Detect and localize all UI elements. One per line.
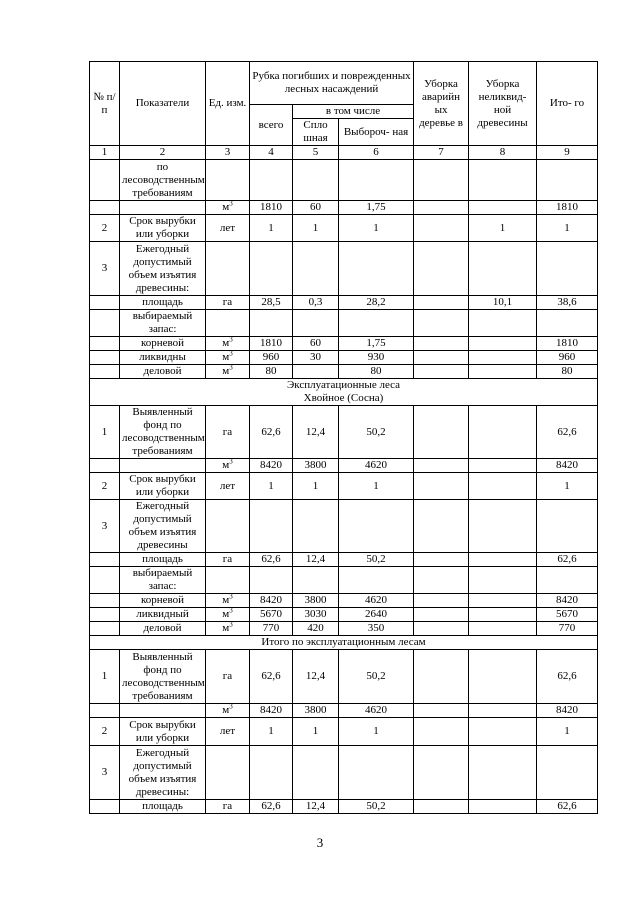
cell-clear: 0,3: [293, 296, 339, 310]
header-unit: Ед. изм.: [206, 62, 250, 146]
table-row: [90, 351, 598, 365]
cell-accident: [414, 160, 469, 201]
table-row: [90, 215, 598, 242]
cell-selective: 350: [339, 622, 414, 636]
header-all: всего: [250, 105, 293, 146]
col-number: 2: [120, 146, 206, 160]
cell-indicator: выбираемый запас:: [120, 567, 206, 594]
cell-accident: [414, 459, 469, 473]
cell-num: [90, 553, 120, 567]
cell-all: 1810: [250, 201, 293, 215]
cell-total: 770: [537, 622, 598, 636]
cell-clear: 3800: [293, 704, 339, 718]
cell-total: [537, 160, 598, 201]
table-body: [90, 62, 598, 814]
cell-num: 3: [90, 500, 120, 553]
cell-num: [90, 567, 120, 594]
cell-indicator: по лесоводственным требованиям: [120, 160, 206, 201]
cell-num: [90, 310, 120, 337]
cell-all: 960: [250, 351, 293, 365]
cell-unit: га: [206, 406, 250, 459]
cell-total: 38,6: [537, 296, 598, 310]
cell-clear: 3030: [293, 608, 339, 622]
cell-indicator: Ежегодный допустимый объем изъятия древесины:: [120, 746, 206, 800]
cell-illiquid: [469, 459, 537, 473]
section-line: Итого по эксплуатационным лесам: [261, 636, 426, 648]
cell-unit: $м^3$: [206, 201, 250, 215]
cell-selective: 1: [339, 473, 414, 500]
cell-accident: [414, 310, 469, 337]
cell-selective: 4620: [339, 704, 414, 718]
cell-total: 1: [537, 718, 598, 746]
cell-accident: [414, 650, 469, 704]
cell-indicator: [120, 459, 206, 473]
cell-unit: [206, 746, 250, 800]
cell-num: [90, 622, 120, 636]
cell-clear: [293, 160, 339, 201]
cell-accident: [414, 704, 469, 718]
cell-indicator: корневой: [120, 337, 206, 351]
cell-illiquid: [469, 473, 537, 500]
cell-total: 1810: [537, 201, 598, 215]
cell-total: 5670: [537, 608, 598, 622]
cell-illiquid: [469, 567, 537, 594]
cell-accident: [414, 608, 469, 622]
cell-all: 8420: [250, 704, 293, 718]
table-row: [90, 650, 598, 704]
col-number: 3: [206, 146, 250, 160]
cell-unit: $м^3$: [206, 622, 250, 636]
cell-illiquid: [469, 160, 537, 201]
cell-all: 770: [250, 622, 293, 636]
cell-all: [250, 746, 293, 800]
cell-selective: 50,2: [339, 800, 414, 814]
cell-selective: 1,75: [339, 201, 414, 215]
cell-illiquid: [469, 310, 537, 337]
cell-num: [90, 296, 120, 310]
cell-total: 80: [537, 365, 598, 379]
cell-indicator: [120, 201, 206, 215]
cell-illiquid: [469, 622, 537, 636]
cell-all: 1: [250, 718, 293, 746]
table-row: [90, 500, 598, 553]
header-selective: Выбороч- ная: [339, 119, 414, 146]
table-row: [90, 553, 598, 567]
cell-unit: га: [206, 553, 250, 567]
section-line: Хвойное (Сосна): [303, 392, 384, 404]
cell-selective: 4620: [339, 459, 414, 473]
cell-all: [250, 242, 293, 296]
cell-illiquid: [469, 718, 537, 746]
cell-illiquid: [469, 337, 537, 351]
cell-selective: [339, 567, 414, 594]
cell-clear: 12,4: [293, 553, 339, 567]
cell-clear: [293, 500, 339, 553]
cell-unit: лет: [206, 473, 250, 500]
cell-num: [90, 337, 120, 351]
cell-illiquid: [469, 500, 537, 553]
cell-accident: [414, 296, 469, 310]
header-clear: Спло шная: [293, 119, 339, 146]
section-row: [90, 379, 598, 406]
cell-total: 62,6: [537, 650, 598, 704]
cell-total: [537, 500, 598, 553]
cell-selective: 50,2: [339, 650, 414, 704]
col-number: 8: [469, 146, 537, 160]
cell-num: 2: [90, 215, 120, 242]
cell-all: 8420: [250, 594, 293, 608]
cell-illiquid: [469, 800, 537, 814]
cell-illiquid: [469, 704, 537, 718]
cell-num: 2: [90, 718, 120, 746]
table-row: [90, 622, 598, 636]
cell-indicator: Ежегодный допустимый объем изъятия древесины:: [120, 242, 206, 296]
cell-total: 1: [537, 473, 598, 500]
forest-felling-table: [89, 61, 598, 814]
cell-illiquid: [469, 365, 537, 379]
table-row: [90, 296, 598, 310]
col-number: 4: [250, 146, 293, 160]
cell-accident: [414, 718, 469, 746]
col-number: 1: [90, 146, 120, 160]
cell-num: [90, 351, 120, 365]
cell-all: 1810: [250, 337, 293, 351]
section-title: [90, 636, 598, 650]
col-number: 6: [339, 146, 414, 160]
cell-clear: 3800: [293, 594, 339, 608]
cell-num: 2: [90, 473, 120, 500]
cell-accident: [414, 473, 469, 500]
cell-accident: [414, 337, 469, 351]
cell-all: 1: [250, 215, 293, 242]
cell-unit: $м^3$: [206, 594, 250, 608]
cell-total: 8420: [537, 459, 598, 473]
cell-selective: [339, 310, 414, 337]
cell-total: [537, 746, 598, 800]
cell-num: 3: [90, 746, 120, 800]
cell-selective: 1: [339, 215, 414, 242]
cell-unit: лет: [206, 718, 250, 746]
cell-illiquid: [469, 594, 537, 608]
cell-selective: 4620: [339, 594, 414, 608]
cell-clear: 30: [293, 351, 339, 365]
cell-unit: [206, 567, 250, 594]
table-row: [90, 459, 598, 473]
table-row: [90, 146, 598, 160]
cell-unit: [206, 160, 250, 201]
cell-all: 62,6: [250, 406, 293, 459]
col-number: 7: [414, 146, 469, 160]
cell-all: 62,6: [250, 553, 293, 567]
header-illiquid: Уборка неликвид- ной древесины: [469, 62, 537, 146]
cell-total: 960: [537, 351, 598, 365]
cell-total: 62,6: [537, 406, 598, 459]
cell-clear: [293, 567, 339, 594]
header-num: № п/ п: [90, 62, 120, 146]
table-row: [90, 473, 598, 500]
cell-selective: 80: [339, 365, 414, 379]
cell-unit: $м^3$: [206, 608, 250, 622]
cell-accident: [414, 365, 469, 379]
col-number: 9: [537, 146, 598, 160]
cell-all: 62,6: [250, 650, 293, 704]
cell-all: 5670: [250, 608, 293, 622]
table-row: [90, 201, 598, 215]
table-row: [90, 365, 598, 379]
cell-unit: $м^3$: [206, 351, 250, 365]
cell-indicator: площадь: [120, 296, 206, 310]
page-number: 3: [316, 835, 324, 850]
cell-all: [250, 567, 293, 594]
cell-all: [250, 160, 293, 201]
cell-accident: [414, 746, 469, 800]
cell-clear: 12,4: [293, 650, 339, 704]
cell-clear: 12,4: [293, 406, 339, 459]
cell-num: [90, 594, 120, 608]
cell-illiquid: [469, 650, 537, 704]
cell-accident: [414, 500, 469, 553]
cell-accident: [414, 215, 469, 242]
cell-clear: 60: [293, 201, 339, 215]
cell-total: [537, 242, 598, 296]
table-row: [90, 704, 598, 718]
cell-clear: 3800: [293, 459, 339, 473]
cell-indicator: деловой: [120, 365, 206, 379]
cell-num: [90, 459, 120, 473]
table-row: [90, 746, 598, 800]
cell-selective: 1,75: [339, 337, 414, 351]
cell-clear: 1: [293, 215, 339, 242]
cell-indicator: Срок вырубки или уборки: [120, 215, 206, 242]
cell-num: [90, 800, 120, 814]
cell-illiquid: [469, 553, 537, 567]
cell-all: 8420: [250, 459, 293, 473]
cell-illiquid: 1: [469, 215, 537, 242]
cell-unit: $м^3$: [206, 704, 250, 718]
cell-illiquid: [469, 608, 537, 622]
cell-num: [90, 160, 120, 201]
cell-accident: [414, 242, 469, 296]
table-row: [90, 800, 598, 814]
cell-clear: [293, 746, 339, 800]
cell-clear: [293, 242, 339, 296]
cell-indicator: Срок вырубки или уборки: [120, 473, 206, 500]
cell-indicator: Срок вырубки или уборки: [120, 718, 206, 746]
cell-clear: [293, 365, 339, 379]
cell-total: [537, 310, 598, 337]
cell-all: [250, 310, 293, 337]
cell-selective: 2640: [339, 608, 414, 622]
cell-indicator: Выявленный фонд по лесоводственным требованиям: [120, 650, 206, 704]
cell-indicator: Ежегодный допустимый объем изъятия древесины: [120, 500, 206, 553]
cell-unit: га: [206, 650, 250, 704]
cell-unit: га: [206, 800, 250, 814]
table-row: [90, 406, 598, 459]
cell-indicator: [120, 704, 206, 718]
cell-accident: [414, 553, 469, 567]
cell-clear: 12,4: [293, 800, 339, 814]
cell-all: [250, 500, 293, 553]
cell-indicator: площадь: [120, 800, 206, 814]
table-row: [90, 608, 598, 622]
cell-all: 28,5: [250, 296, 293, 310]
cell-illiquid: [469, 406, 537, 459]
cell-unit: $м^3$: [206, 365, 250, 379]
cell-indicator: площадь: [120, 553, 206, 567]
header-including: в том числе: [293, 105, 414, 119]
cell-accident: [414, 622, 469, 636]
cell-accident: [414, 567, 469, 594]
cell-accident: [414, 351, 469, 365]
cell-selective: [339, 746, 414, 800]
cell-indicator: выбираемый запас:: [120, 310, 206, 337]
cell-indicator: ликвидны: [120, 351, 206, 365]
cell-selective: 930: [339, 351, 414, 365]
table-row: [90, 337, 598, 351]
cell-selective: [339, 242, 414, 296]
cell-indicator: Выявленный фонд по лесоводственным требованиям: [120, 406, 206, 459]
header-total: Ито- го: [537, 62, 598, 146]
cell-accident: [414, 594, 469, 608]
cell-total: 62,6: [537, 553, 598, 567]
cell-indicator: деловой: [120, 622, 206, 636]
cell-selective: [339, 500, 414, 553]
table-row: [90, 242, 598, 296]
cell-selective: 1: [339, 718, 414, 746]
table-row: [90, 160, 598, 201]
cell-unit: га: [206, 296, 250, 310]
cell-accident: [414, 800, 469, 814]
table-row: [90, 567, 598, 594]
cell-selective: 50,2: [339, 406, 414, 459]
cell-indicator: корневой: [120, 594, 206, 608]
cell-unit: лет: [206, 215, 250, 242]
cell-clear: 420: [293, 622, 339, 636]
cell-selective: [339, 160, 414, 201]
cell-num: [90, 201, 120, 215]
cell-indicator: ликвидный: [120, 608, 206, 622]
cell-num: [90, 608, 120, 622]
cell-total: 1: [537, 215, 598, 242]
cell-illiquid: 10,1: [469, 296, 537, 310]
cell-accident: [414, 406, 469, 459]
header-indicators: Показатели: [120, 62, 206, 146]
table-row: [90, 594, 598, 608]
cell-illiquid: [469, 242, 537, 296]
cell-unit: [206, 242, 250, 296]
section-line: Эксплуатационные леса: [287, 379, 400, 391]
cell-all: 1: [250, 473, 293, 500]
cell-unit: $м^3$: [206, 459, 250, 473]
cell-unit: [206, 310, 250, 337]
cell-unit: $м^3$: [206, 337, 250, 351]
table-row: [90, 718, 598, 746]
cell-clear: 60: [293, 337, 339, 351]
cell-total: 8420: [537, 704, 598, 718]
cell-num: 3: [90, 242, 120, 296]
table-row: [90, 310, 598, 337]
cell-total: 62,6: [537, 800, 598, 814]
cell-total: 8420: [537, 594, 598, 608]
header-row: [90, 62, 598, 105]
cell-illiquid: [469, 351, 537, 365]
cell-clear: 1: [293, 718, 339, 746]
cell-clear: 1: [293, 473, 339, 500]
header-felling: Рубка погибших и поврежденных лесных насаждений: [250, 62, 414, 105]
cell-all: 80: [250, 365, 293, 379]
cell-unit: [206, 500, 250, 553]
cell-num: [90, 704, 120, 718]
cell-num: [90, 365, 120, 379]
section-title: [90, 379, 598, 406]
cell-total: [537, 567, 598, 594]
cell-selective: 50,2: [339, 553, 414, 567]
cell-num: 1: [90, 406, 120, 459]
cell-all: 62,6: [250, 800, 293, 814]
cell-illiquid: [469, 746, 537, 800]
cell-num: 1: [90, 650, 120, 704]
cell-total: 1810: [537, 337, 598, 351]
header-accident: Уборка аварийн ых деревье в: [414, 62, 469, 146]
cell-illiquid: [469, 201, 537, 215]
col-number: 5: [293, 146, 339, 160]
cell-clear: [293, 310, 339, 337]
section-row: [90, 636, 598, 650]
cell-accident: [414, 201, 469, 215]
cell-selective: 28,2: [339, 296, 414, 310]
